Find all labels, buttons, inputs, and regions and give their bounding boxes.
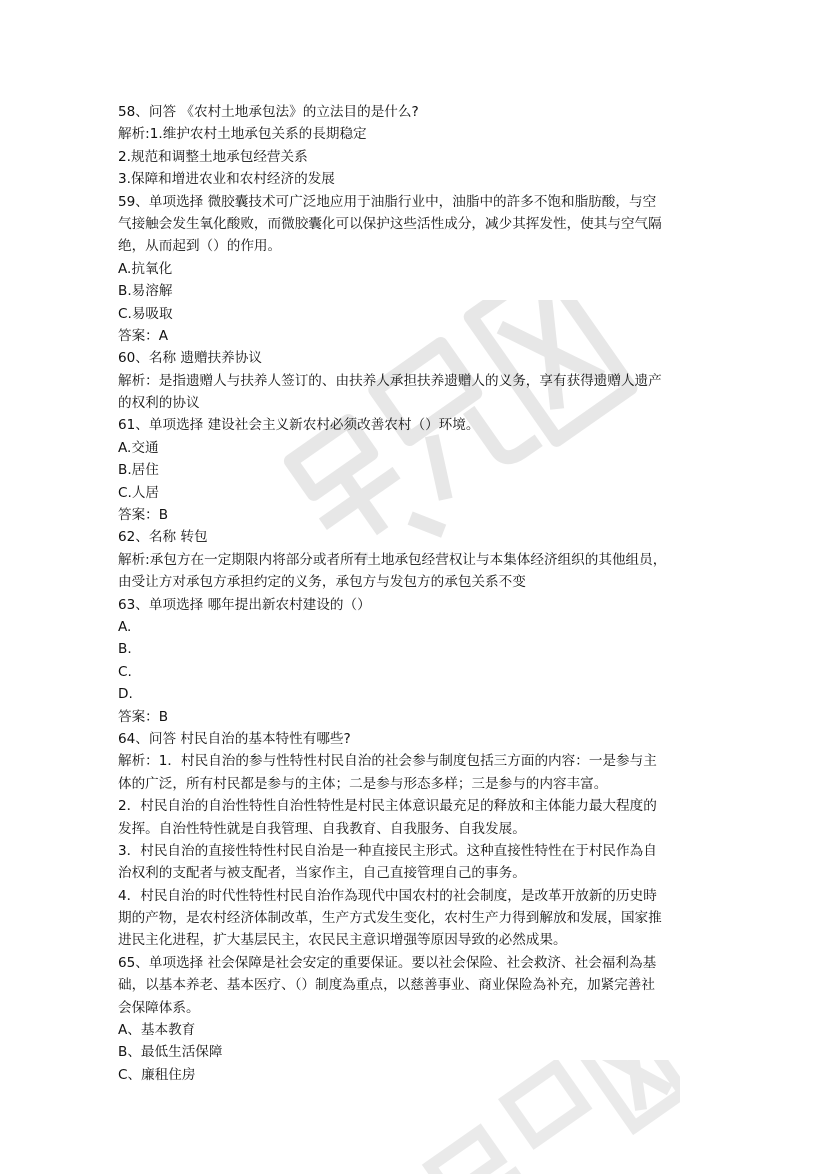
- document-body: [118, 101, 718, 1086]
- text-line: 2.规范和调整土地承包经营关系: [118, 148, 308, 165]
- text-line: C.易吸取: [118, 305, 173, 322]
- text-line: 答案：B: [118, 507, 169, 524]
- text-line: 64、问答 村民自治的基本特性有哪些?: [118, 730, 351, 747]
- text-line: 3.保障和增进农业和农村经济的发展: [118, 171, 335, 188]
- text-line: B.易溶解: [118, 283, 173, 300]
- text-line: C、廉租住房: [118, 1066, 196, 1083]
- text-line: 础，以基本养老、基本医疗、（）制度為重点，以慈善事业、商业保险為补充，加紧完善社: [118, 977, 655, 994]
- text-line: A.: [118, 618, 132, 635]
- text-line: 59、单项选择 微胶囊技术可广泛地应用于油脂行业中，油脂中的許多不饱和脂肪酸，与空: [118, 193, 657, 210]
- text-line: 治权利的支配者与被支配者，当家作主，自己直接管理自己的事务。: [118, 865, 526, 882]
- text-line: 绝，从而起到（）的作用。: [118, 238, 282, 255]
- text-line: B、最低生活保障: [118, 1044, 223, 1061]
- text-line: 体的广泛，所有村民都是参与的主体；二是参与形态多样；三是参与的内容丰富。: [118, 775, 608, 792]
- text-line: C.人居: [118, 484, 160, 501]
- text-line: 4．村民自治的时代性特性村民自治作為现代中国农村的社会制度，是改革开放新的历史時: [118, 887, 657, 904]
- text-line: C.: [118, 663, 132, 680]
- text-line: 2．村民自治的自治性特性自治性特性是村民主体意识最充足的释放和主体能力最大程度的: [118, 798, 657, 815]
- text-line: D.: [118, 686, 133, 703]
- text-line: 答案：A: [118, 327, 169, 344]
- text-line: 气接触会发生氧化酸败，而微胶囊化可以保护这些活性成分，减少其挥发性，使其与空气隔: [118, 215, 662, 232]
- text-line: 期的产物，是农村经济体制改革，生产方式发生变化，农村生产力得到解放和发展，国家推: [118, 910, 662, 927]
- text-line: A、基本教育: [118, 1022, 196, 1039]
- text-line: 解析：1．村民自治的参与性特性村民自治的社会参与制度包括三方面的内容：一是参与主: [118, 753, 657, 770]
- text-line: 62、名称 转包: [118, 529, 208, 546]
- text-line: 会保障体系。: [118, 999, 200, 1016]
- text-line: 解析：是指遗赠人与扶养人签订的、由扶养人承担扶养遗赠人的义务，享有获得遗赠人遗产: [118, 372, 662, 389]
- text-line: 解析:1.维护农村土地承包关系的長期稳定: [118, 126, 367, 143]
- text-line: 60、名称 遗赠扶养协议: [118, 350, 262, 367]
- text-line: B.: [118, 641, 132, 658]
- text-line: 答案：B: [118, 708, 169, 725]
- text-line: A.交通: [118, 439, 159, 456]
- text-line: 63、单项选择 哪年提出新农村建设的（）: [118, 596, 371, 613]
- text-line: 58、问答 《农村土地承包法》的立法目的是什么?: [118, 104, 419, 120]
- text-line: 解析:承包方在一定期限内将部分或者所有土地承包经营权让与本集体经济组织的其他组员，: [118, 551, 667, 568]
- text-line: 3．村民自治的直接性特性村民自治是一种直接民主形式。这种直接性特性在于村民作為自: [118, 842, 657, 859]
- text-line: 65、单项选择 社会保障是社会安定的重要保证。要以社会保险、社会救济、社会福利為基: [118, 954, 657, 971]
- text-line: 的权利的协议: [118, 395, 200, 412]
- text-line: 由受让方对承包方承担约定的义务，承包方与发包方的承包关系不变: [118, 574, 526, 591]
- text-line: A.抗氧化: [118, 260, 173, 277]
- text-line: 61、单项选择 建设社会主义新农村必须改善农村（）环境。: [118, 417, 480, 434]
- text-line: 发挥。自治性特性就是自我管理、自我教育、自我服务、自我发展。: [118, 820, 526, 837]
- text-line: B.居住: [118, 462, 159, 479]
- text-line: 进民主化进程，扩大基层民主，农民民主意识增强等原因导致的必然成果。: [118, 932, 567, 949]
